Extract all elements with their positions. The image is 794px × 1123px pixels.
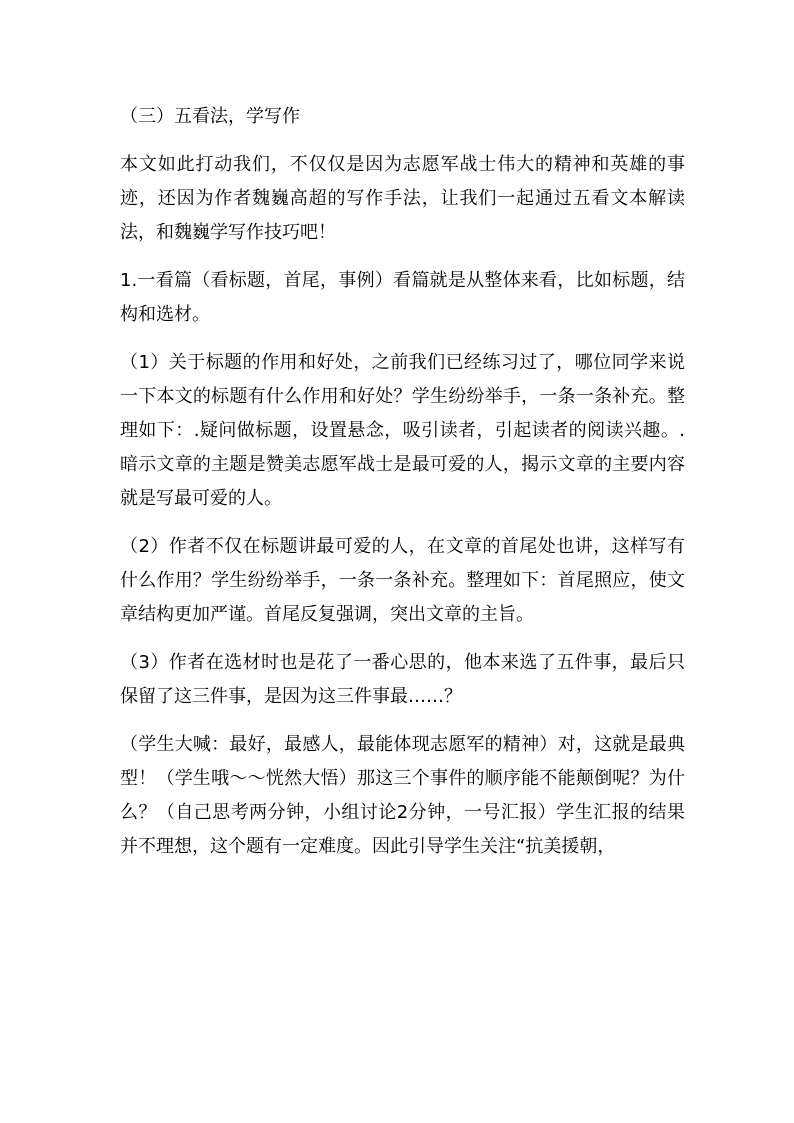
- paragraph-beginning-ending: （2）作者不仅在标题讲最可爱的人，在文章的首尾处也讲，这样写有什么作用？学生纷纷举手，一条一条补充。整理如下：首尾照应，使文章结构更加严谨。首尾反复强调，突出文章的主旨。: [120, 536, 685, 625]
- paragraph-material-selection: （3）作者在选材时也是花了一番心思的，他本来选了五件事，最后只保留了这三件事，是因为这三件事最……？: [120, 652, 685, 707]
- paragraph-student-discussion: （学生大喊：最好，最感人，最能体现志愿军的精神）对，这就是最典型！（学生哦～～恍然大悟）那这三个事件的顺序能不能颠倒呢？为什么？（自己思考两分钟，小组讨论2分钟，一号汇报）学生汇报的结果并不理想，这个题有一定难度。因此引导学生关注“抗美援朝，: [120, 734, 685, 857]
- paragraph-intro: 本文如此打动我们，不仅仅是因为志愿军战士伟大的精神和英雄的事迹，还因为作者魏巍高超的写作手法，让我们一起通过五看文本解读法，和魏巍学写作技巧吧！: [120, 154, 685, 243]
- paragraph-step-1: 1.一看篇（看标题，首尾，事例）看篇就是从整体来看，比如标题，结构和选材。: [120, 270, 685, 325]
- paragraph-title-analysis: （1）关于标题的作用和好处，之前我们已经练习过了，哪位同学来说一下本文的标题有什么作用和好处？学生纷纷举手，一条一条补充。整理如下：.疑问做标题，设置悬念，吸引读者，引起读者的阅读兴趣。.暗示文章的主题是赞美志愿军战士是最可爱的人，揭示文章的主要内容就是写最可爱的人。: [120, 352, 685, 509]
- section-heading: （三）五看法，学写作: [120, 106, 300, 127]
- document-body: [120, 100, 685, 878]
